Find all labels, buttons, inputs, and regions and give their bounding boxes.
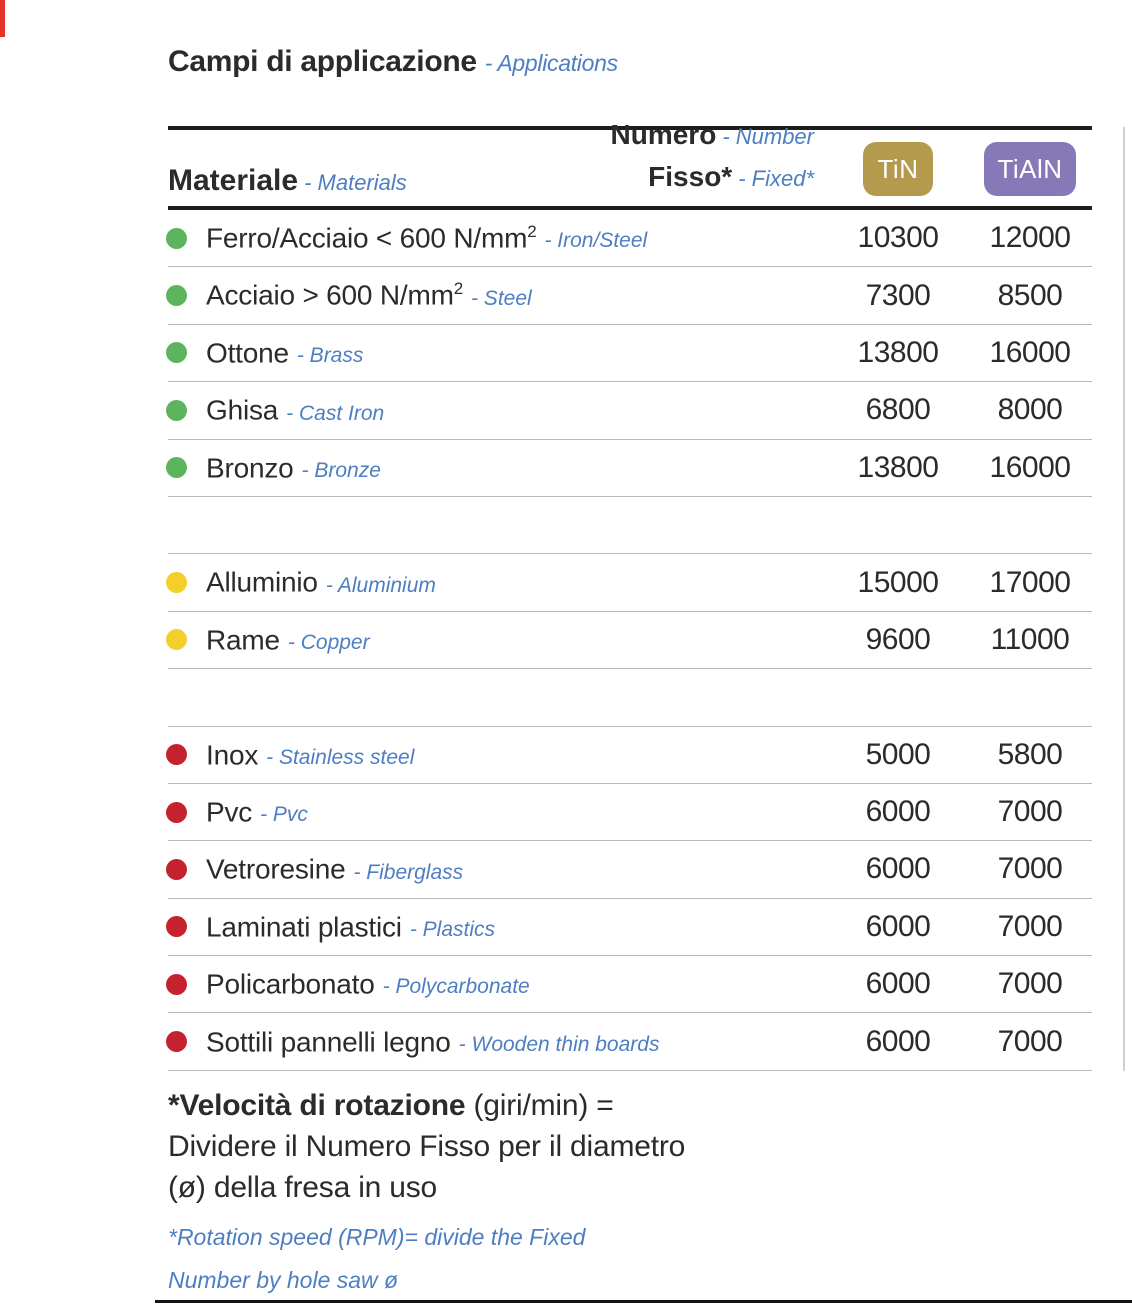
table-row-pvc (168, 784, 1092, 841)
tin-value: 6000 (865, 852, 931, 886)
page-title (168, 0, 1092, 81)
material-name: Inox (206, 738, 259, 770)
category-dot-icon (166, 285, 187, 306)
material-translation: - Fiberglass (353, 860, 464, 884)
material-name: Acciaio > 600 N/mm (206, 279, 454, 311)
tin-coating-badge: TiN (863, 142, 933, 196)
tialn-value: 5800 (997, 737, 1063, 771)
tin-value: 7300 (865, 278, 931, 312)
category-dot-icon (166, 228, 187, 249)
tin-value: 10300 (857, 221, 939, 255)
material-name: Alluminio (206, 566, 318, 598)
category-dot-icon (166, 457, 187, 478)
table-row-bronzo (168, 440, 1092, 497)
tialn-value: 11000 (990, 622, 1070, 656)
material-name: Bronzo (206, 451, 294, 483)
material-name: Policarbonato (206, 968, 375, 1000)
tin-value: 6000 (865, 967, 931, 1001)
material-translation: - Pvc (260, 803, 308, 827)
material-translation: - Polycarbonate (382, 975, 530, 999)
table-right-edge-line (1123, 127, 1125, 1071)
material-translation: - Cast Iron (286, 401, 385, 425)
fixed-number-header-line2: Fisso* - Fixed* (648, 161, 814, 192)
column-header-fixed-number (407, 116, 838, 206)
material-name: Laminati plastici (206, 911, 402, 943)
column-header-tialn (968, 142, 1092, 206)
tin-value: 6000 (865, 909, 931, 943)
category-dot-icon (166, 1031, 187, 1052)
table-row-vetroresine (168, 841, 1092, 898)
tialn-value: 16000 (989, 335, 1071, 369)
page-title-italian: Campi di applicazione (168, 45, 477, 78)
rotation-speed-footnote (168, 1085, 1092, 1208)
category-dot-icon (166, 859, 187, 880)
category-dot-icon (166, 400, 187, 421)
material-translation: - Wooden thin boards (458, 1032, 660, 1056)
material-name: Sottili pannelli legno (206, 1025, 451, 1057)
table-row-rame (168, 612, 1092, 669)
table-header-row (168, 119, 1092, 210)
tialn-value: 12000 (989, 221, 1071, 255)
category-dot-icon (166, 572, 187, 593)
tialn-value: 7000 (997, 967, 1063, 1001)
material-translation: - Stainless steel (266, 745, 415, 769)
footnote-line2: Dividere il Numero Fisso per il diametro (168, 1129, 686, 1163)
table-row-laminati-plastici (168, 899, 1092, 956)
tin-value: 13800 (857, 335, 939, 369)
table-spacer-row (168, 497, 1092, 554)
material-name: Ghisa (206, 394, 279, 426)
rotation-speed-footnote-translation (168, 1216, 1092, 1302)
tialn-value: 8500 (997, 278, 1063, 312)
material-header-label: Materiale (168, 164, 299, 197)
tialn-value: 16000 (989, 450, 1071, 484)
page-title-translation: - Applications (484, 50, 618, 76)
tin-value: 6800 (865, 393, 931, 427)
table-row-ferro-acciaio: Ferro/Acciaio < 600 $N/mm^2$ - Iron/Steel 10300 12000 (168, 210, 1092, 267)
material-translation: - Brass (296, 344, 364, 368)
tialn-value: 7000 (997, 852, 1063, 886)
tin-value: 13800 (857, 450, 939, 484)
tialn-value: 8000 (997, 393, 1063, 427)
table-row-ottone (168, 325, 1092, 382)
table-row-policarbonato (168, 956, 1092, 1013)
material-name: Vetroresine (206, 853, 346, 885)
page-edge-red-mark (0, 0, 5, 37)
tialn-value: 7000 (997, 795, 1063, 829)
column-header-tin (838, 142, 958, 206)
tin-value: 6000 (865, 1024, 931, 1058)
material-header-translation: - Materials (304, 170, 407, 195)
fixed-number-header-line1: Numero - Number (610, 119, 814, 150)
category-dot-icon (166, 802, 187, 823)
category-dot-icon (166, 744, 187, 765)
material-name: Ottone (206, 337, 289, 369)
category-dot-icon (166, 916, 187, 937)
category-dot-icon (166, 974, 187, 995)
table-row-alluminio (168, 554, 1092, 611)
page-content (168, 0, 1092, 1302)
tin-value: 9600 (865, 622, 931, 656)
material-translation: - Bronze (301, 458, 381, 482)
material-name: Ferro/Acciaio < 600 N/mm (206, 222, 528, 254)
material-translation: - Steel (470, 286, 532, 310)
footnote-translation-line2: Number by hole saw ø (168, 1266, 399, 1293)
material-name: Pvc (206, 796, 253, 828)
footnote-line3: (ø) della fresa in uso (168, 1170, 438, 1204)
footnote-translation-line1: *Rotation speed (RPM)= divide the Fixed (168, 1223, 586, 1250)
tialn-value: 7000 (997, 909, 1063, 943)
applications-table (168, 119, 1092, 1071)
table-spacer-row (168, 669, 1092, 726)
tialn-coating-badge: TiAlN (984, 142, 1075, 196)
column-header-material (168, 164, 407, 206)
category-dot-icon (166, 342, 187, 363)
tialn-value: 17000 (989, 565, 1071, 599)
material-translation: - Aluminium (325, 573, 436, 597)
footnote-line1: *Velocità di rotazione (giri/min) = (168, 1088, 614, 1122)
tialn-value: 7000 (997, 1024, 1063, 1058)
tin-value: 15000 (857, 565, 939, 599)
table-body (168, 210, 1092, 1071)
material-translation: - Copper (287, 631, 370, 655)
category-dot-icon (166, 629, 187, 650)
table-row-inox (168, 727, 1092, 784)
material-translation: - Plastics (409, 918, 495, 942)
material-name: Rame (206, 624, 280, 656)
tin-value: 5000 (865, 737, 931, 771)
table-row-ghisa (168, 382, 1092, 439)
tin-value: 6000 (865, 795, 931, 829)
page-bottom-rule (155, 1300, 1132, 1303)
table-row-sottili-pannelli-legno (168, 1013, 1092, 1070)
material-translation: - Iron/Steel (544, 229, 648, 253)
table-row-acciaio: Acciaio > 600 $N/mm^2$ - Steel 7300 8500 (168, 267, 1092, 324)
